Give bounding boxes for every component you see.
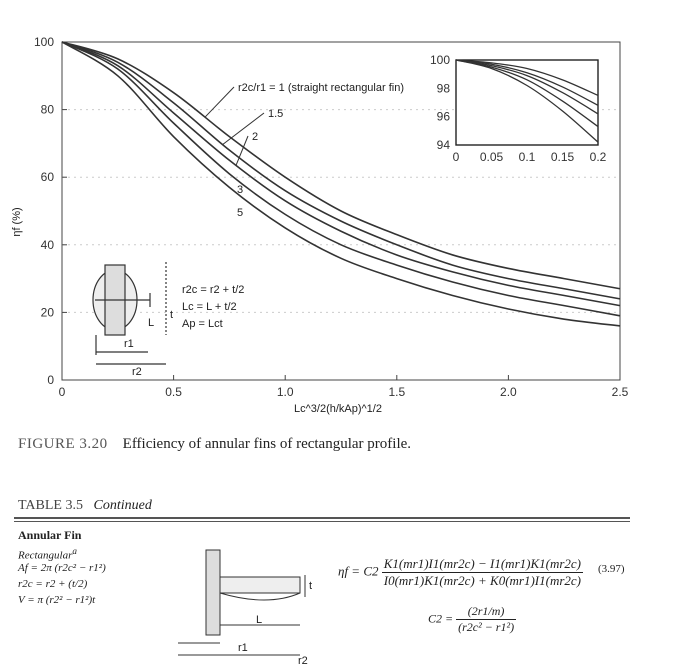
inset-x-tick-label: 0 [452,150,460,164]
inset-x-tick-label: 0.2 [589,150,607,164]
x-tick-label: 0 [58,385,66,399]
table-rule-bottom [14,521,630,522]
table-heading [18,498,152,514]
formula-r2c: r2c = r2 + (t/2) [18,578,88,590]
inset-x-tick-label: 0.1 [518,150,536,164]
table-rule-top [14,517,630,519]
y-tick-label: 20 [40,305,54,320]
series-leader-1 [205,87,234,117]
rectangular-fin-sketch [178,545,328,665]
inset-y-tick-label: 98 [436,81,450,96]
equation-number: (3.97) [598,563,625,575]
c2-fraction [456,604,516,635]
caption-label: FIGURE 3.20 [18,436,108,452]
x-tick-label: 2.0 [500,385,517,399]
y-tick-label: 80 [40,102,54,117]
y-tick-label: 100 [33,35,54,49]
y-tick-label: 60 [40,170,54,185]
y-tick-label: 40 [40,237,54,252]
x-tick-label: 2.5 [611,385,629,399]
equation-c2 [428,604,516,635]
inset-x-tick-label: 0.05 [479,150,504,164]
table-label: TABLE 3.5 [18,498,83,513]
eq-lhs: ηf = C2 [338,563,379,579]
x-tick-label: 0.5 [165,385,182,399]
eq-fraction [382,556,583,589]
c2-denominator: (r2c² − r1²) [458,620,515,634]
sketch-t-label: t [170,309,174,321]
c2-numerator: (2r1/m) [456,604,516,620]
sketch-r2-label: r2 [132,366,142,378]
section-title: Annular Fin [18,528,82,542]
x-axis-label: Lc^3/2(h/kAp)^1/2 [294,403,382,415]
series-label-1: r2c/r1 = 1 (straight rectangular fin) [238,82,404,94]
series-label-1-5: 1.5 [268,108,284,120]
sketch-r1-label: r1 [124,338,134,350]
inset-chart [430,53,607,164]
x-tick-label: 1.0 [276,385,294,399]
sketch-L-label: L [148,317,155,329]
series-labels [205,82,404,219]
inset-y-tick-label: 100 [429,53,450,67]
fin-r1-label: r1 [238,642,248,654]
inset-r2c-formula: r2c = r2 + t/2 [182,284,245,296]
y-axis-label: ηf (%) [11,207,23,237]
series-label-2: 2 [252,131,259,143]
x-tick-label: 1.5 [388,385,406,399]
fin-r2-label: r2 [298,655,308,665]
caption-text: Efficiency of annular fins of rectangular profile. [122,436,412,452]
c2-lhs: C2 = [428,611,454,626]
inset-ap-formula: Ap = Lct [182,318,223,330]
inset-x-tick-label: 0.15 [550,150,575,164]
eq-denominator: I0(mr1)K1(mr2c) + K0(mr1)I1(mr2c) [383,573,581,588]
inset-lc-formula: Lc = L + t/2 [182,301,237,313]
inset-y-tick-label: 94 [436,138,450,152]
fin-t-label: t [309,580,313,592]
y-tick-label: 0 [47,373,54,387]
inset-y-tick-label: 96 [436,109,450,124]
table-continued: Continued [93,498,152,513]
formula-af: Af = 2π (r2c² − r1²) [18,562,106,574]
series-label-5: 5 [237,207,244,219]
formula-v: V = π (r2² − r1²)t [18,594,96,606]
series-label-3: 3 [237,184,244,196]
subsection-title: Rectangular$^a$ [18,546,77,562]
figure-caption [18,436,411,453]
fin-L-label: L [256,614,263,626]
equation-397 [338,556,583,589]
eq-numerator: K1(mr1)I1(mr2c) − I1(mr1)K1(mr2c) [383,556,581,571]
